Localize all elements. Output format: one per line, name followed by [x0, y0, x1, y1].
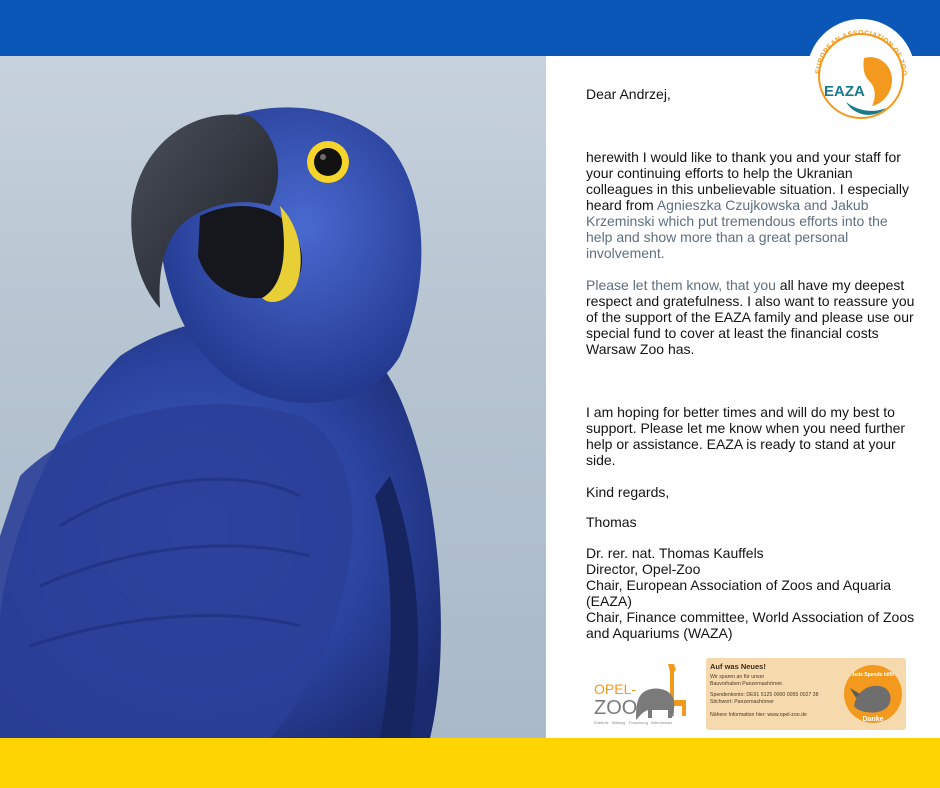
- rhino-badge-graphic: [842, 662, 904, 726]
- letter-closing: Kind regards,: [586, 484, 670, 500]
- paragraph-1-highlight: Agnieszka Czujkowska and Jakub Krzeminski which put tremendous efforts into the help and show more than a great personal involvement.: [586, 197, 888, 261]
- signature-line-1: Dr. rer. nat. Thomas Kauffels: [586, 545, 764, 561]
- opel-tagline: Erlebnis · Bildung · Forschung · Artenschutz: [594, 720, 673, 725]
- eaza-emblem: [806, 18, 916, 128]
- eaza-wordmark: EAZA: [824, 83, 865, 100]
- donation-ad: [706, 658, 906, 730]
- ad-title: Auf was Neues!: [710, 662, 766, 671]
- flag-blue-band: [0, 0, 940, 56]
- opel-zoo-logo: [590, 660, 695, 728]
- letter-greeting: Dear Andrzej,: [586, 86, 671, 102]
- flag-yellow-band: [0, 738, 940, 788]
- ad-line-5: Nähere Information hier: www.opel-zoo.de: [710, 712, 807, 718]
- rhino-badge: [842, 662, 904, 726]
- paragraph-1-text: herewith I would like to thank you and your staff for your continuing efforts to help the Ukranian colleagues in this unbelievable situation. I especially heard from: [586, 149, 909, 213]
- ad-line-1: Wir sparen an für unser: [710, 674, 765, 680]
- opel-zoo-emblem: [590, 660, 695, 728]
- eaza-arc-text: EUROPEAN ASSOCIATION OF ZOO: [815, 29, 908, 77]
- badge-top-text: Jede Spende hilft!: [851, 672, 895, 678]
- letter-paragraph-1: [586, 149, 916, 261]
- ad-line-3: Spendenkonto: DE91 5125 0000 0055 0027 38: [710, 692, 819, 698]
- letter-paragraph-2: [586, 277, 916, 357]
- macaw-photo: [0, 56, 546, 738]
- paragraph-2-highlight: Please let them know, that you: [586, 277, 780, 293]
- signature-line-3: Chair, European Association of Zoos and Aquaria (EAZA): [586, 577, 892, 609]
- ad-line-2: Bauvorhaben Panzernashörner.: [710, 681, 784, 687]
- opel-wordmark-top: OPEL-: [594, 681, 637, 697]
- badge-bottom-text: Danke: [862, 716, 884, 723]
- ad-line-4: Stichwort: Panzernashörner: [710, 699, 775, 705]
- paragraph-2-text: all have my deepest respect and gratefulness. I also want to reassure you of the support of the EAZA family and please use our special fund to cover at least the financial costs Warsaw Zoo has.: [586, 277, 915, 357]
- macaw-illustration: [0, 56, 546, 738]
- letter-paragraph-3: I am hoping for better times and will do my best to support. Please let me know when you need further help or assistance. EAZA is ready to stand at your side.: [586, 404, 906, 468]
- signature-line-2: Director, Opel-Zoo: [586, 561, 701, 577]
- signature-block: [586, 545, 916, 641]
- signature-line-4: Chair, Finance committee, World Association of Zoos and Aquariums (WAZA): [586, 609, 915, 641]
- letter-signoff-name: Thomas: [586, 514, 637, 530]
- letter-panel: [546, 56, 940, 738]
- letter-body: [586, 86, 916, 641]
- eaza-logo: [806, 18, 916, 128]
- opel-wordmark-bottom: ZOO: [594, 697, 638, 719]
